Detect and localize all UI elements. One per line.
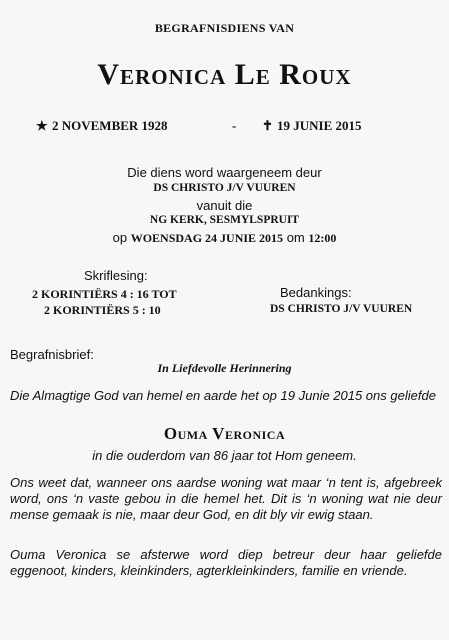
letter-paragraph-3: Ouma Veronica se afsterwe word diep betreur deur haar geliefde eggenoot, kinders, kleinkinders, agterkleinkinders, familie en vriende. <box>10 547 442 578</box>
service-on: op <box>112 230 128 245</box>
letter-heading: In Liefdevolle Herinnering <box>157 361 292 375</box>
service-officiant-intro: Die diens word waargeneem deur <box>127 165 322 180</box>
ouma-name: Ouma Veronica <box>163 424 286 443</box>
service-at: om <box>286 230 305 245</box>
death-cross-icon: ✝ <box>262 118 273 133</box>
letter-label: Begrafnisbrief: <box>10 347 94 362</box>
letter-paragraph-1: Die Almagtige God van hemel en aarde het op 19 Junie 2015 ons geliefde <box>10 388 436 403</box>
service-time: 12:00 <box>308 231 337 245</box>
reading-line-1: 2 KORINTIËRS 4 : 16 TOT <box>32 287 177 301</box>
reading-line-2: 2 KORINTIËRS 5 : 10 <box>44 303 161 317</box>
notice-header: BEGRAFNISDIENS VAN <box>154 21 295 35</box>
service-date-line <box>0 230 449 246</box>
death-date: 19 JUNIE 2015 <box>277 118 362 133</box>
thanks-label: Bedankings: <box>280 285 352 300</box>
date-separator: - <box>232 118 237 133</box>
service-church: NG KERK, SESMYLSPRUIT <box>149 214 300 226</box>
service-minister: DS CHRISTO J/V VUUREN <box>153 182 296 194</box>
thanks-name: DS CHRISTO J/V VUUREN <box>270 303 413 315</box>
birth-date: 2 NOVEMBER 1928 <box>52 118 168 133</box>
service-from: vanuit die <box>196 198 253 213</box>
readings-label: Skriflesing: <box>84 268 148 283</box>
deceased-name: Veronica Le Roux <box>97 58 352 91</box>
birth-star-icon: ★ <box>36 118 48 133</box>
age-line: in die ouderdom van 86 jaar tot Hom geneem. <box>92 448 357 463</box>
letter-paragraph-2: Ons weet dat, wanneer ons aardse woning wat maar ‘n tent is, afgebreek word, ons ‘n vaste gebou in die hemel het. Dit is ‘n woning wat nie deur mense gemaak is nie, maar deur God, en dit bly vir ewig staan. <box>10 475 442 522</box>
service-date: WOENSDAG 24 JUNIE 2015 <box>130 231 284 245</box>
